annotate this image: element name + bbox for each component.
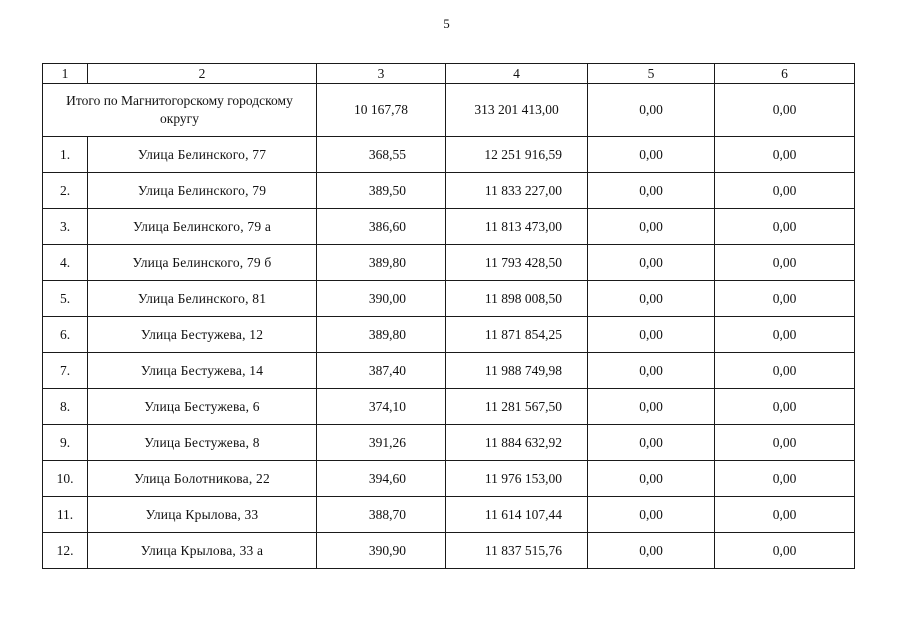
- row-number: 11.: [43, 497, 88, 533]
- row-number: 5.: [43, 281, 88, 317]
- table-row: [43, 353, 855, 389]
- col5-cell: 0,00: [588, 245, 715, 281]
- row-number: 3.: [43, 209, 88, 245]
- area-cell: 389,80: [317, 245, 446, 281]
- column-number: 2: [88, 64, 317, 84]
- column-number: 4: [446, 64, 588, 84]
- address-cell: Улица Белинского, 79 б: [88, 245, 317, 281]
- area-cell: 391,26: [317, 425, 446, 461]
- address-cell: Улица Крылова, 33: [88, 497, 317, 533]
- area-cell: 390,00: [317, 281, 446, 317]
- row-number: 9.: [43, 425, 88, 461]
- cost-cell: 11 793 428,50: [446, 245, 588, 281]
- column-number: 6: [715, 64, 855, 84]
- area-cell: 374,10: [317, 389, 446, 425]
- table-row: [43, 533, 855, 569]
- column-number: 1: [43, 64, 88, 84]
- area-cell: 390,90: [317, 533, 446, 569]
- area-cell: 389,50: [317, 173, 446, 209]
- col5-cell: 0,00: [588, 461, 715, 497]
- row-number: 12.: [43, 533, 88, 569]
- row-number: 4.: [43, 245, 88, 281]
- cost-cell: 11 837 515,76: [446, 533, 588, 569]
- address-cell: Улица Бестужева, 8: [88, 425, 317, 461]
- col6-cell: 0,00: [715, 533, 855, 569]
- cost-cell: 11 898 008,50: [446, 281, 588, 317]
- area-cell: 387,40: [317, 353, 446, 389]
- address-cell: Улица Белинского, 79: [88, 173, 317, 209]
- col5-cell: 0,00: [588, 137, 715, 173]
- col5-cell: 0,00: [588, 533, 715, 569]
- col5-cell: 0,00: [588, 317, 715, 353]
- table-row: [43, 497, 855, 533]
- col6-cell: 0,00: [715, 425, 855, 461]
- col6-cell: 0,00: [715, 209, 855, 245]
- cost-cell: 11 976 153,00: [446, 461, 588, 497]
- cost-cell: 11 813 473,00: [446, 209, 588, 245]
- total-cost: 313 201 413,00: [446, 84, 588, 137]
- total-col6: 0,00: [715, 84, 855, 137]
- col6-cell: 0,00: [715, 497, 855, 533]
- table-row: [43, 173, 855, 209]
- column-number: 5: [588, 64, 715, 84]
- address-cell: Улица Бестужева, 12: [88, 317, 317, 353]
- cost-cell: 11 833 227,00: [446, 173, 588, 209]
- col6-cell: 0,00: [715, 245, 855, 281]
- table-row: [43, 461, 855, 497]
- area-cell: 394,60: [317, 461, 446, 497]
- table-row: [43, 209, 855, 245]
- row-number: 2.: [43, 173, 88, 209]
- area-cell: 388,70: [317, 497, 446, 533]
- address-cell: Улица Бестужева, 14: [88, 353, 317, 389]
- area-cell: 389,80: [317, 317, 446, 353]
- col6-cell: 0,00: [715, 317, 855, 353]
- row-number: 6.: [43, 317, 88, 353]
- area-cell: 386,60: [317, 209, 446, 245]
- col5-cell: 0,00: [588, 281, 715, 317]
- cost-cell: 11 884 632,92: [446, 425, 588, 461]
- cost-cell: 12 251 916,59: [446, 137, 588, 173]
- col6-cell: 0,00: [715, 173, 855, 209]
- table-row: [43, 245, 855, 281]
- col6-cell: 0,00: [715, 461, 855, 497]
- total-col5: 0,00: [588, 84, 715, 137]
- table-row: [43, 389, 855, 425]
- column-number: 3: [317, 64, 446, 84]
- table-row: [43, 137, 855, 173]
- address-cell: Улица Болотникова, 22: [88, 461, 317, 497]
- address-cell: Улица Бестужева, 6: [88, 389, 317, 425]
- total-label: Итого по Магнитогорскому городскому округу: [43, 84, 317, 137]
- area-cell: 368,55: [317, 137, 446, 173]
- col5-cell: 0,00: [588, 425, 715, 461]
- col5-cell: 0,00: [588, 173, 715, 209]
- col6-cell: 0,00: [715, 281, 855, 317]
- col5-cell: 0,00: [588, 209, 715, 245]
- col6-cell: 0,00: [715, 389, 855, 425]
- row-number: 1.: [43, 137, 88, 173]
- col6-cell: 0,00: [715, 353, 855, 389]
- row-number: 10.: [43, 461, 88, 497]
- col5-cell: 0,00: [588, 497, 715, 533]
- table-row: [43, 425, 855, 461]
- address-cell: Улица Белинского, 77: [88, 137, 317, 173]
- col5-cell: 0,00: [588, 353, 715, 389]
- table-row: [43, 317, 855, 353]
- address-cell: Улица Белинского, 81: [88, 281, 317, 317]
- row-number: 7.: [43, 353, 88, 389]
- address-cell: Улица Крылова, 33 а: [88, 533, 317, 569]
- housing-repair-table: [42, 63, 855, 569]
- total-row: [43, 84, 855, 137]
- col6-cell: 0,00: [715, 137, 855, 173]
- page-number: 5: [443, 16, 450, 31]
- cost-cell: 11 281 567,50: [446, 389, 588, 425]
- cost-cell: 11 988 749,98: [446, 353, 588, 389]
- total-area: 10 167,78: [317, 84, 446, 137]
- column-number-row: [43, 64, 855, 84]
- cost-cell: 11 614 107,44: [446, 497, 588, 533]
- cost-cell: 11 871 854,25: [446, 317, 588, 353]
- table-row: [43, 281, 855, 317]
- col5-cell: 0,00: [588, 389, 715, 425]
- row-number: 8.: [43, 389, 88, 425]
- address-cell: Улица Белинского, 79 а: [88, 209, 317, 245]
